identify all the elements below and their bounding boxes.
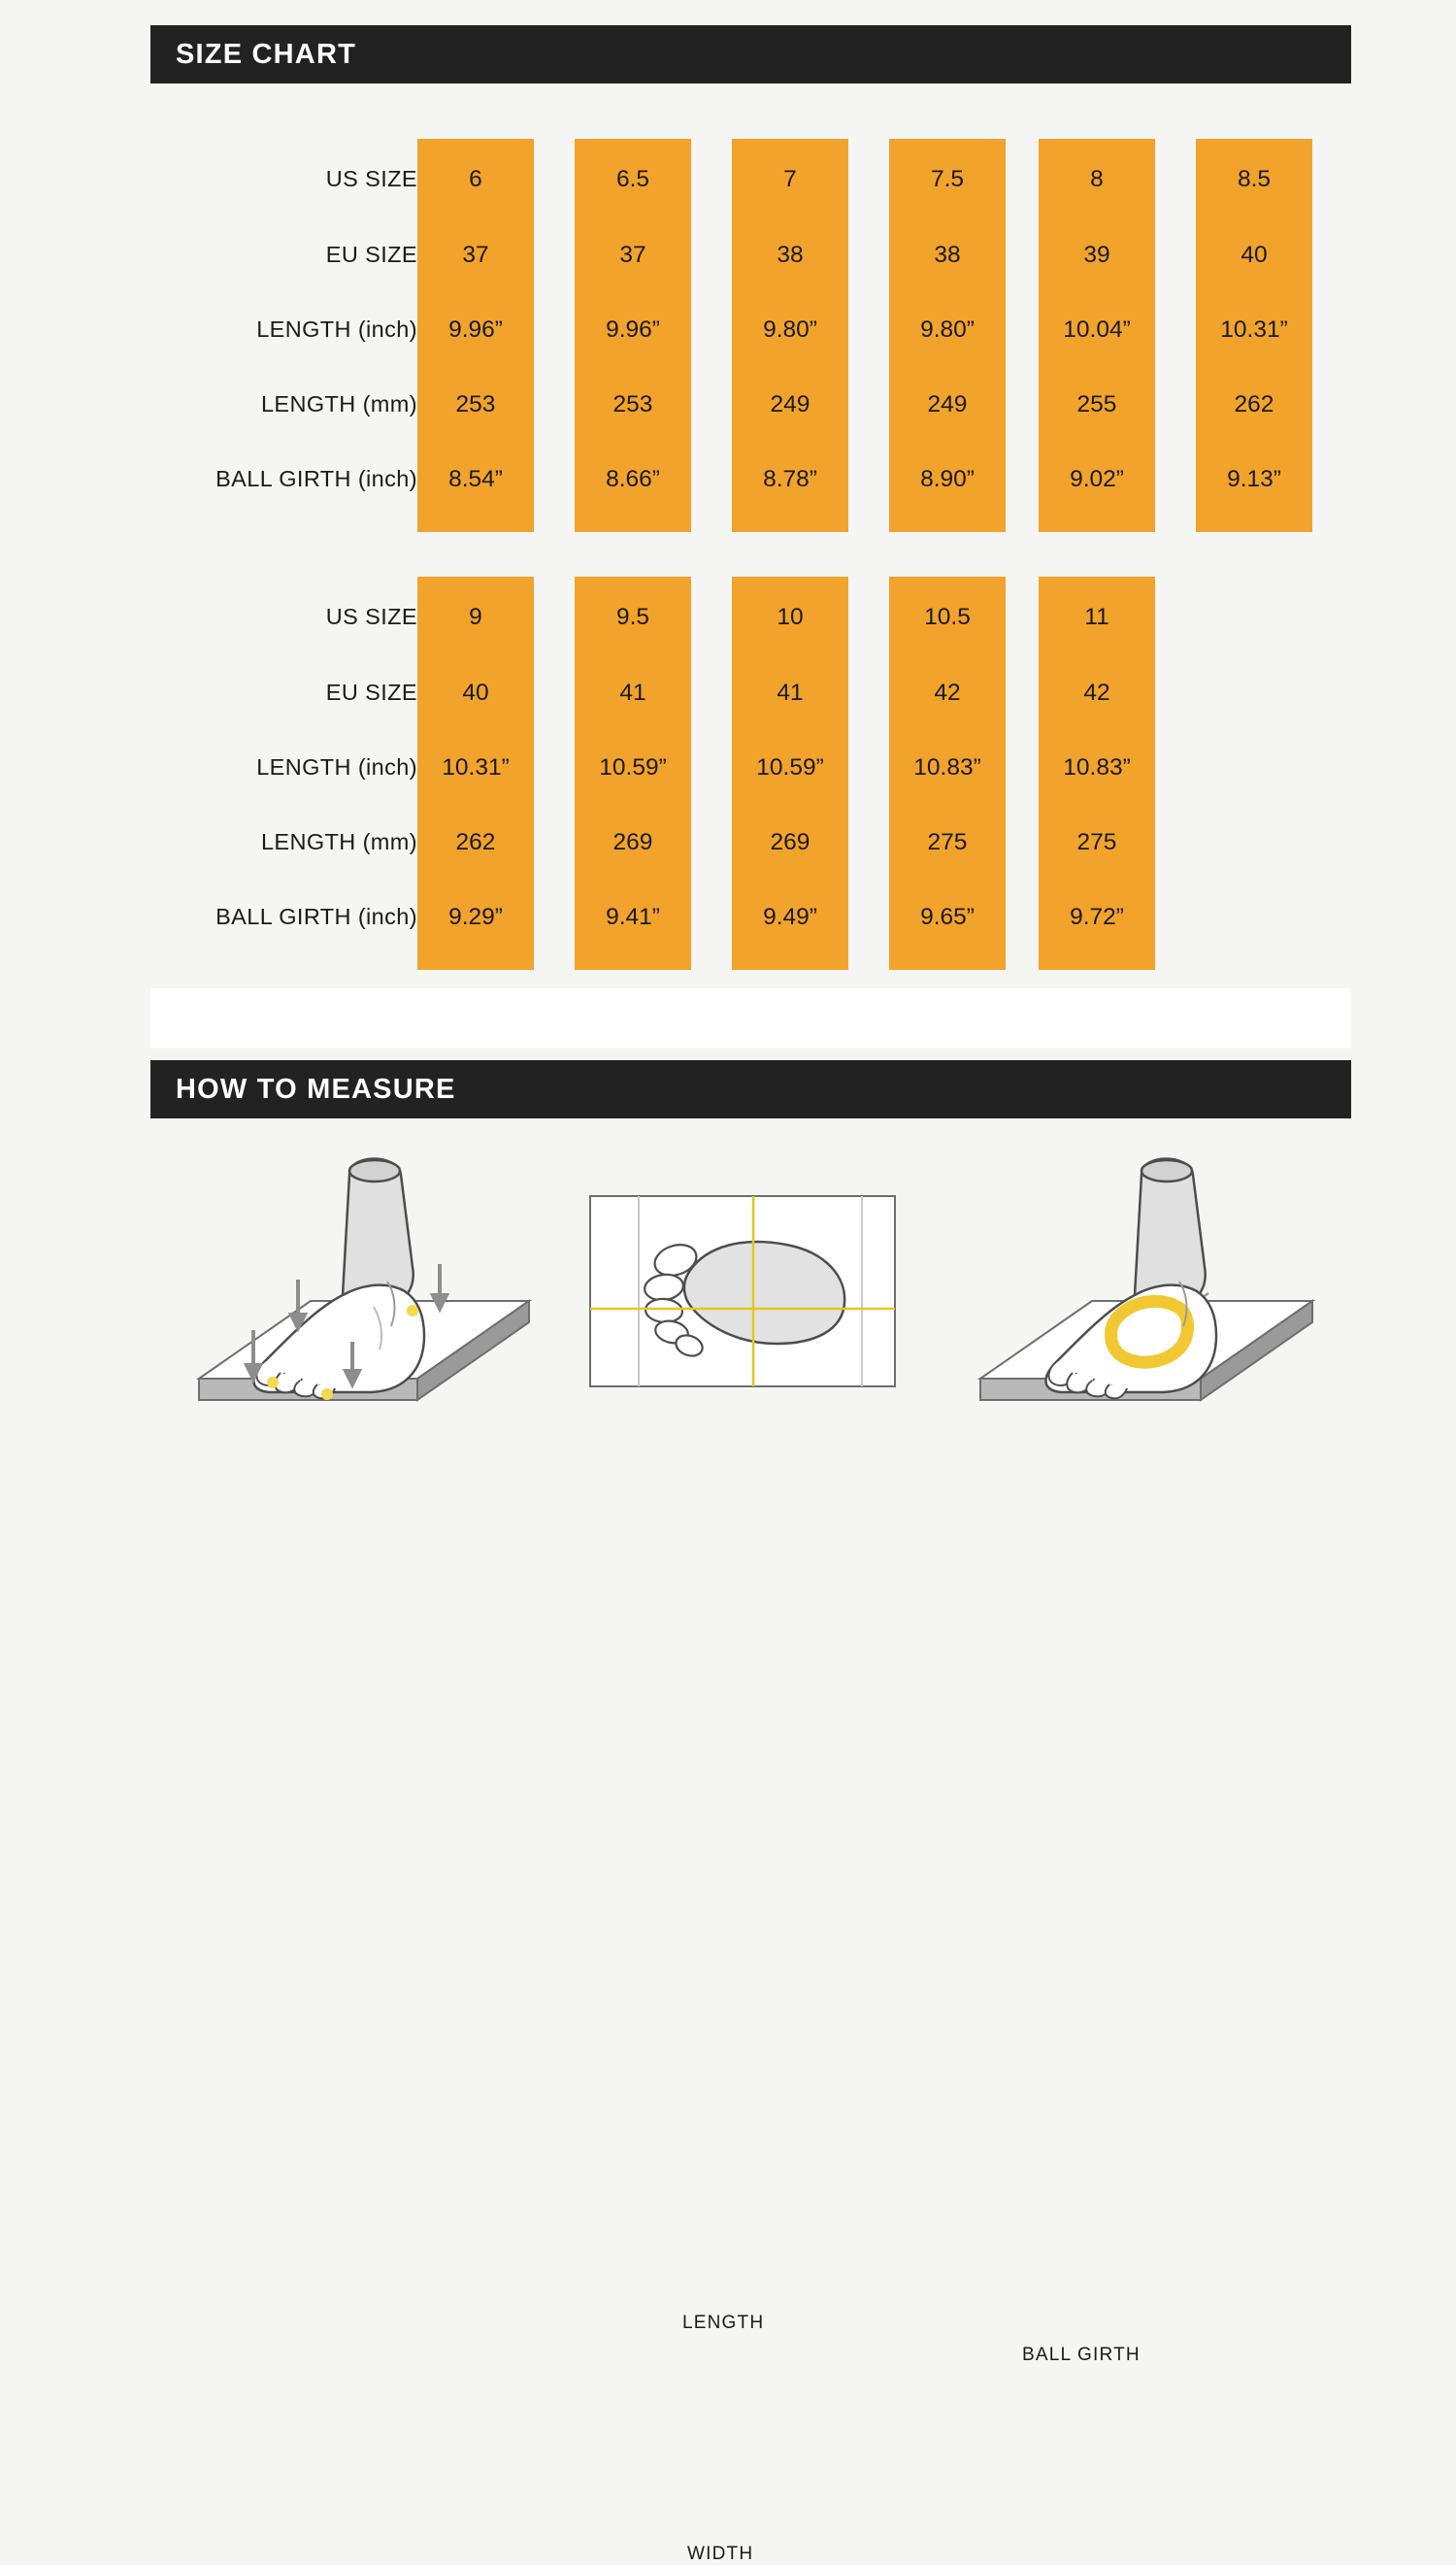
table-cell: 9.49” — [763, 904, 817, 930]
table-cell: 41 — [619, 680, 646, 706]
table-cell: 7.5 — [930, 166, 965, 192]
table-cell: 253 — [455, 391, 496, 417]
table-cell: 9.5 — [615, 604, 650, 630]
table-cell: 10.83” — [1063, 754, 1131, 781]
row-label: LENGTH (mm) — [260, 829, 417, 854]
table-cell: 7 — [783, 166, 797, 192]
how-to-measure-header — [150, 1060, 1351, 1118]
table-cell: 269 — [770, 829, 811, 855]
row-label: BALL GIRTH (inch) — [215, 904, 417, 929]
ball-girth-label: BALL GIRTH — [1022, 2345, 1141, 2365]
length-label: LENGTH — [682, 2313, 765, 2333]
table-cell: 8.66” — [606, 466, 660, 492]
table-cell: 41 — [777, 680, 804, 706]
table-cell: 6 — [469, 166, 482, 192]
table-cell: 10.5 — [924, 604, 971, 630]
table-cell: 249 — [927, 391, 968, 417]
table-cell: 269 — [612, 829, 653, 855]
table-cell: 38 — [934, 242, 961, 268]
table-cell: 249 — [770, 391, 811, 417]
row-label: US SIZE — [325, 166, 417, 191]
table-cell: 8.90” — [920, 466, 975, 492]
ball-girth-tape-icon — [951, 1136, 1340, 1456]
size-chart-title: SIZE CHART — [176, 38, 356, 70]
table-cell: 39 — [1083, 242, 1110, 268]
row-label: US SIZE — [325, 604, 417, 629]
table-cell: 9.65” — [920, 904, 975, 930]
size-table-1 — [150, 139, 1351, 532]
table-cell: 275 — [927, 829, 968, 855]
table-cell: 40 — [462, 680, 489, 706]
table-cell: 37 — [619, 242, 646, 268]
table-cell: 38 — [777, 242, 804, 268]
row-label: LENGTH (mm) — [260, 391, 417, 416]
size-table-2 — [150, 577, 1351, 970]
ball-girth-illustration — [951, 1136, 1340, 1456]
table-cell: 9.41” — [606, 904, 660, 930]
foot-board-arrows-icon — [180, 1136, 548, 1456]
table-cell: 9.29” — [448, 904, 503, 930]
row-label: EU SIZE — [325, 680, 417, 705]
how-to-measure-title: HOW TO MEASURE — [176, 1073, 456, 1105]
table-cell: 10 — [777, 604, 804, 630]
table-cell: 8.78” — [763, 466, 817, 492]
table-cell: 253 — [612, 391, 653, 417]
table-cell: 275 — [1076, 829, 1117, 855]
divider-strip — [150, 988, 1351, 1049]
table-cell: 8 — [1090, 166, 1104, 192]
table-cell: 262 — [455, 829, 496, 855]
table-cell: 9.80” — [920, 316, 975, 343]
table-cell: 10.83” — [913, 754, 981, 781]
table-cell: 11 — [1084, 604, 1109, 630]
table-cell: 9.80” — [763, 316, 817, 343]
table-cell: 9.13” — [1227, 466, 1281, 492]
table-cell: 42 — [934, 680, 961, 706]
table-cell: 9.72” — [1070, 904, 1124, 930]
size-chart-header — [150, 25, 1351, 83]
foot-on-board-illustration — [180, 1136, 548, 1456]
table-cell: 10.04” — [1063, 316, 1131, 343]
row-label: LENGTH (inch) — [256, 316, 417, 342]
table-cell: 37 — [462, 242, 489, 268]
table-cell: 9.96” — [606, 316, 660, 343]
table-cell: 8.54” — [448, 466, 503, 492]
table-cell: 40 — [1241, 242, 1268, 268]
table-cell: 9 — [469, 604, 482, 630]
measure-illustrations — [0, 1136, 1456, 2564]
row-label: BALL GIRTH (inch) — [215, 466, 417, 491]
table-cell: 6.5 — [615, 166, 650, 192]
row-label-column — [150, 139, 417, 532]
table-cell: 42 — [1083, 680, 1110, 706]
row-label-column — [150, 577, 417, 970]
footprint-measure-illustration — [582, 1136, 903, 1456]
table-cell: 10.31” — [442, 754, 510, 781]
width-label: WIDTH — [687, 2544, 754, 2564]
footprint-axes-icon — [582, 1136, 903, 1456]
table-cell: 10.59” — [756, 754, 824, 781]
table-cell: 262 — [1234, 391, 1274, 417]
table-cell: 9.02” — [1070, 466, 1124, 492]
table-cell: 8.5 — [1237, 166, 1272, 192]
row-label: EU SIZE — [325, 242, 417, 267]
table-cell: 9.96” — [448, 316, 503, 343]
row-label: LENGTH (inch) — [256, 754, 417, 780]
table-cell: 10.59” — [599, 754, 667, 781]
table-cell: 255 — [1076, 391, 1117, 417]
table-cell: 10.31” — [1220, 316, 1288, 343]
